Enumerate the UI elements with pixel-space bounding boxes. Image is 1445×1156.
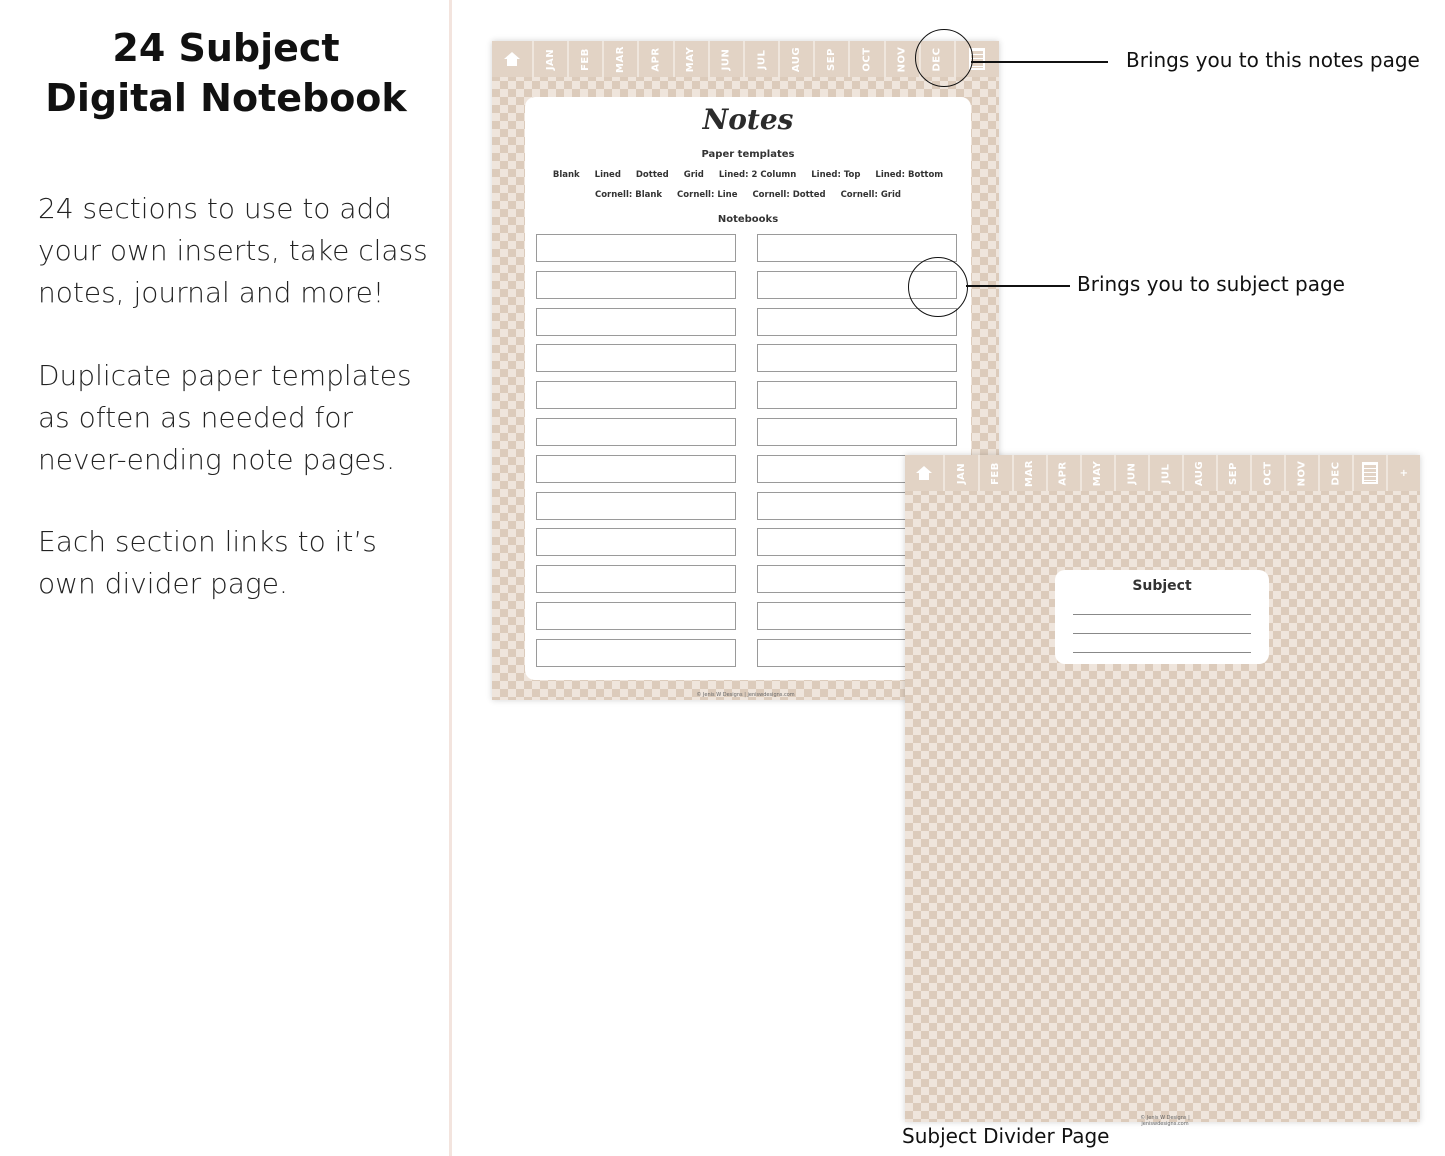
subject-footer: © Jenis W Designs | jeniswdesigns.com bbox=[1140, 1115, 1190, 1127]
notes-callout-label: Brings you to this notes page bbox=[1126, 48, 1420, 72]
notes-tab[interactable] bbox=[1352, 455, 1386, 491]
notes-footer: © Jenis W Designs | jeniswdesigns.com bbox=[696, 692, 795, 698]
month-tab[interactable]: JAN bbox=[532, 41, 567, 77]
paper-templates-heading: Paper templates bbox=[701, 149, 795, 160]
notebook-link-box[interactable] bbox=[536, 639, 736, 667]
template-link[interactable]: Blank bbox=[552, 170, 580, 180]
home-icon bbox=[504, 52, 520, 66]
month-tab[interactable]: DEC bbox=[919, 41, 954, 77]
month-tab[interactable]: MAR bbox=[1012, 455, 1046, 491]
notebooks-heading: Notebooks bbox=[717, 214, 779, 225]
month-tab[interactable]: OCT bbox=[1250, 455, 1284, 491]
notebook-link-box[interactable] bbox=[536, 234, 736, 262]
month-tab[interactable]: SEP bbox=[813, 41, 848, 77]
plus-icon: + bbox=[1399, 467, 1409, 479]
heading-line-2: Digital Notebook bbox=[45, 76, 407, 120]
month-tab[interactable]: FEB bbox=[567, 41, 602, 77]
month-tab[interactable]: JUN bbox=[708, 41, 743, 77]
month-tab[interactable]: MAR bbox=[602, 41, 637, 77]
notebook-link-box[interactable] bbox=[536, 344, 736, 372]
template-link[interactable]: Lined: 2 Column bbox=[718, 170, 797, 180]
template-link[interactable]: Cornell: Grid bbox=[840, 190, 902, 200]
notebook-link-box[interactable] bbox=[536, 492, 736, 520]
subject-line[interactable] bbox=[1073, 652, 1251, 653]
month-tab[interactable]: NOV bbox=[884, 41, 919, 77]
month-tab[interactable]: MAY bbox=[673, 41, 708, 77]
template-link[interactable]: Lined bbox=[594, 170, 621, 180]
subject-card bbox=[1055, 570, 1269, 664]
notebook-link-box[interactable] bbox=[757, 418, 957, 446]
month-tab[interactable]: JUL bbox=[743, 41, 778, 77]
subject-callout-line bbox=[966, 285, 1070, 287]
month-tab[interactable]: APR bbox=[1046, 455, 1080, 491]
notebook-link-box[interactable] bbox=[536, 528, 736, 556]
description-templates: Duplicate paper templates as often as needed for never-ending note pages. bbox=[38, 359, 412, 476]
notes-page-icon bbox=[1362, 462, 1378, 484]
subject-callout-label: Brings you to subject page bbox=[1077, 272, 1345, 296]
templates-row-2 bbox=[525, 190, 971, 200]
subject-card-title: Subject bbox=[1132, 578, 1192, 594]
subject-line[interactable] bbox=[1073, 614, 1251, 615]
notebook-link-box[interactable] bbox=[536, 455, 736, 483]
notebook-link-box[interactable] bbox=[536, 271, 736, 299]
home-tab[interactable] bbox=[492, 41, 532, 77]
month-tab[interactable]: FEB bbox=[978, 455, 1012, 491]
add-tab[interactable] bbox=[1386, 455, 1420, 491]
panel-divider bbox=[449, 0, 452, 1156]
month-tab[interactable]: MAY bbox=[1080, 455, 1114, 491]
subject-page-caption: Subject Divider Page bbox=[902, 1124, 1110, 1148]
subject-callout-circle bbox=[908, 257, 968, 317]
template-link[interactable]: Lined: Bottom bbox=[875, 170, 944, 180]
notebook-link-box[interactable] bbox=[536, 418, 736, 446]
home-icon bbox=[916, 466, 932, 480]
description-sections: 24 sections to use to add your own inserts, take class notes, journal and more! bbox=[38, 192, 428, 309]
template-link[interactable]: Cornell: Line bbox=[677, 190, 738, 200]
notebook-link-box[interactable] bbox=[536, 602, 736, 630]
notebook-link-box[interactable] bbox=[757, 381, 957, 409]
month-tab[interactable]: SEP bbox=[1216, 455, 1250, 491]
home-tab[interactable] bbox=[905, 455, 943, 491]
notebook-link-box[interactable] bbox=[757, 344, 957, 372]
template-link[interactable]: Grid bbox=[683, 170, 704, 180]
notebook-link-box[interactable] bbox=[536, 381, 736, 409]
heading-line-1: 24 Subject bbox=[112, 26, 340, 70]
template-link[interactable]: Dotted bbox=[635, 170, 669, 180]
subject-tab-bar bbox=[905, 455, 1420, 491]
notes-callout-circle bbox=[915, 29, 973, 87]
templates-row-1 bbox=[525, 170, 971, 180]
month-tab[interactable]: DEC bbox=[1318, 455, 1352, 491]
notes-title: Notes bbox=[702, 103, 794, 136]
description-links: Each section links to it’s own divider page. bbox=[38, 525, 377, 600]
subject-line[interactable] bbox=[1073, 633, 1251, 634]
month-tab[interactable]: AUG bbox=[778, 41, 813, 77]
month-tab[interactable]: NOV bbox=[1284, 455, 1318, 491]
template-link[interactable]: Cornell: Blank bbox=[594, 190, 663, 200]
notes-callout-line bbox=[971, 61, 1108, 63]
template-link[interactable]: Lined: Top bbox=[811, 170, 861, 180]
template-link[interactable]: Cornell: Dotted bbox=[752, 190, 826, 200]
month-tab[interactable]: APR bbox=[637, 41, 672, 77]
month-tab[interactable]: JUL bbox=[1148, 455, 1182, 491]
month-tab[interactable]: OCT bbox=[848, 41, 883, 77]
notebook-link-box[interactable] bbox=[536, 308, 736, 336]
month-tab[interactable]: JAN bbox=[943, 455, 977, 491]
month-tab[interactable]: JUN bbox=[1114, 455, 1148, 491]
notebook-link-box[interactable] bbox=[536, 565, 736, 593]
month-tab[interactable]: AUG bbox=[1182, 455, 1216, 491]
subject-page-preview bbox=[905, 455, 1420, 1127]
